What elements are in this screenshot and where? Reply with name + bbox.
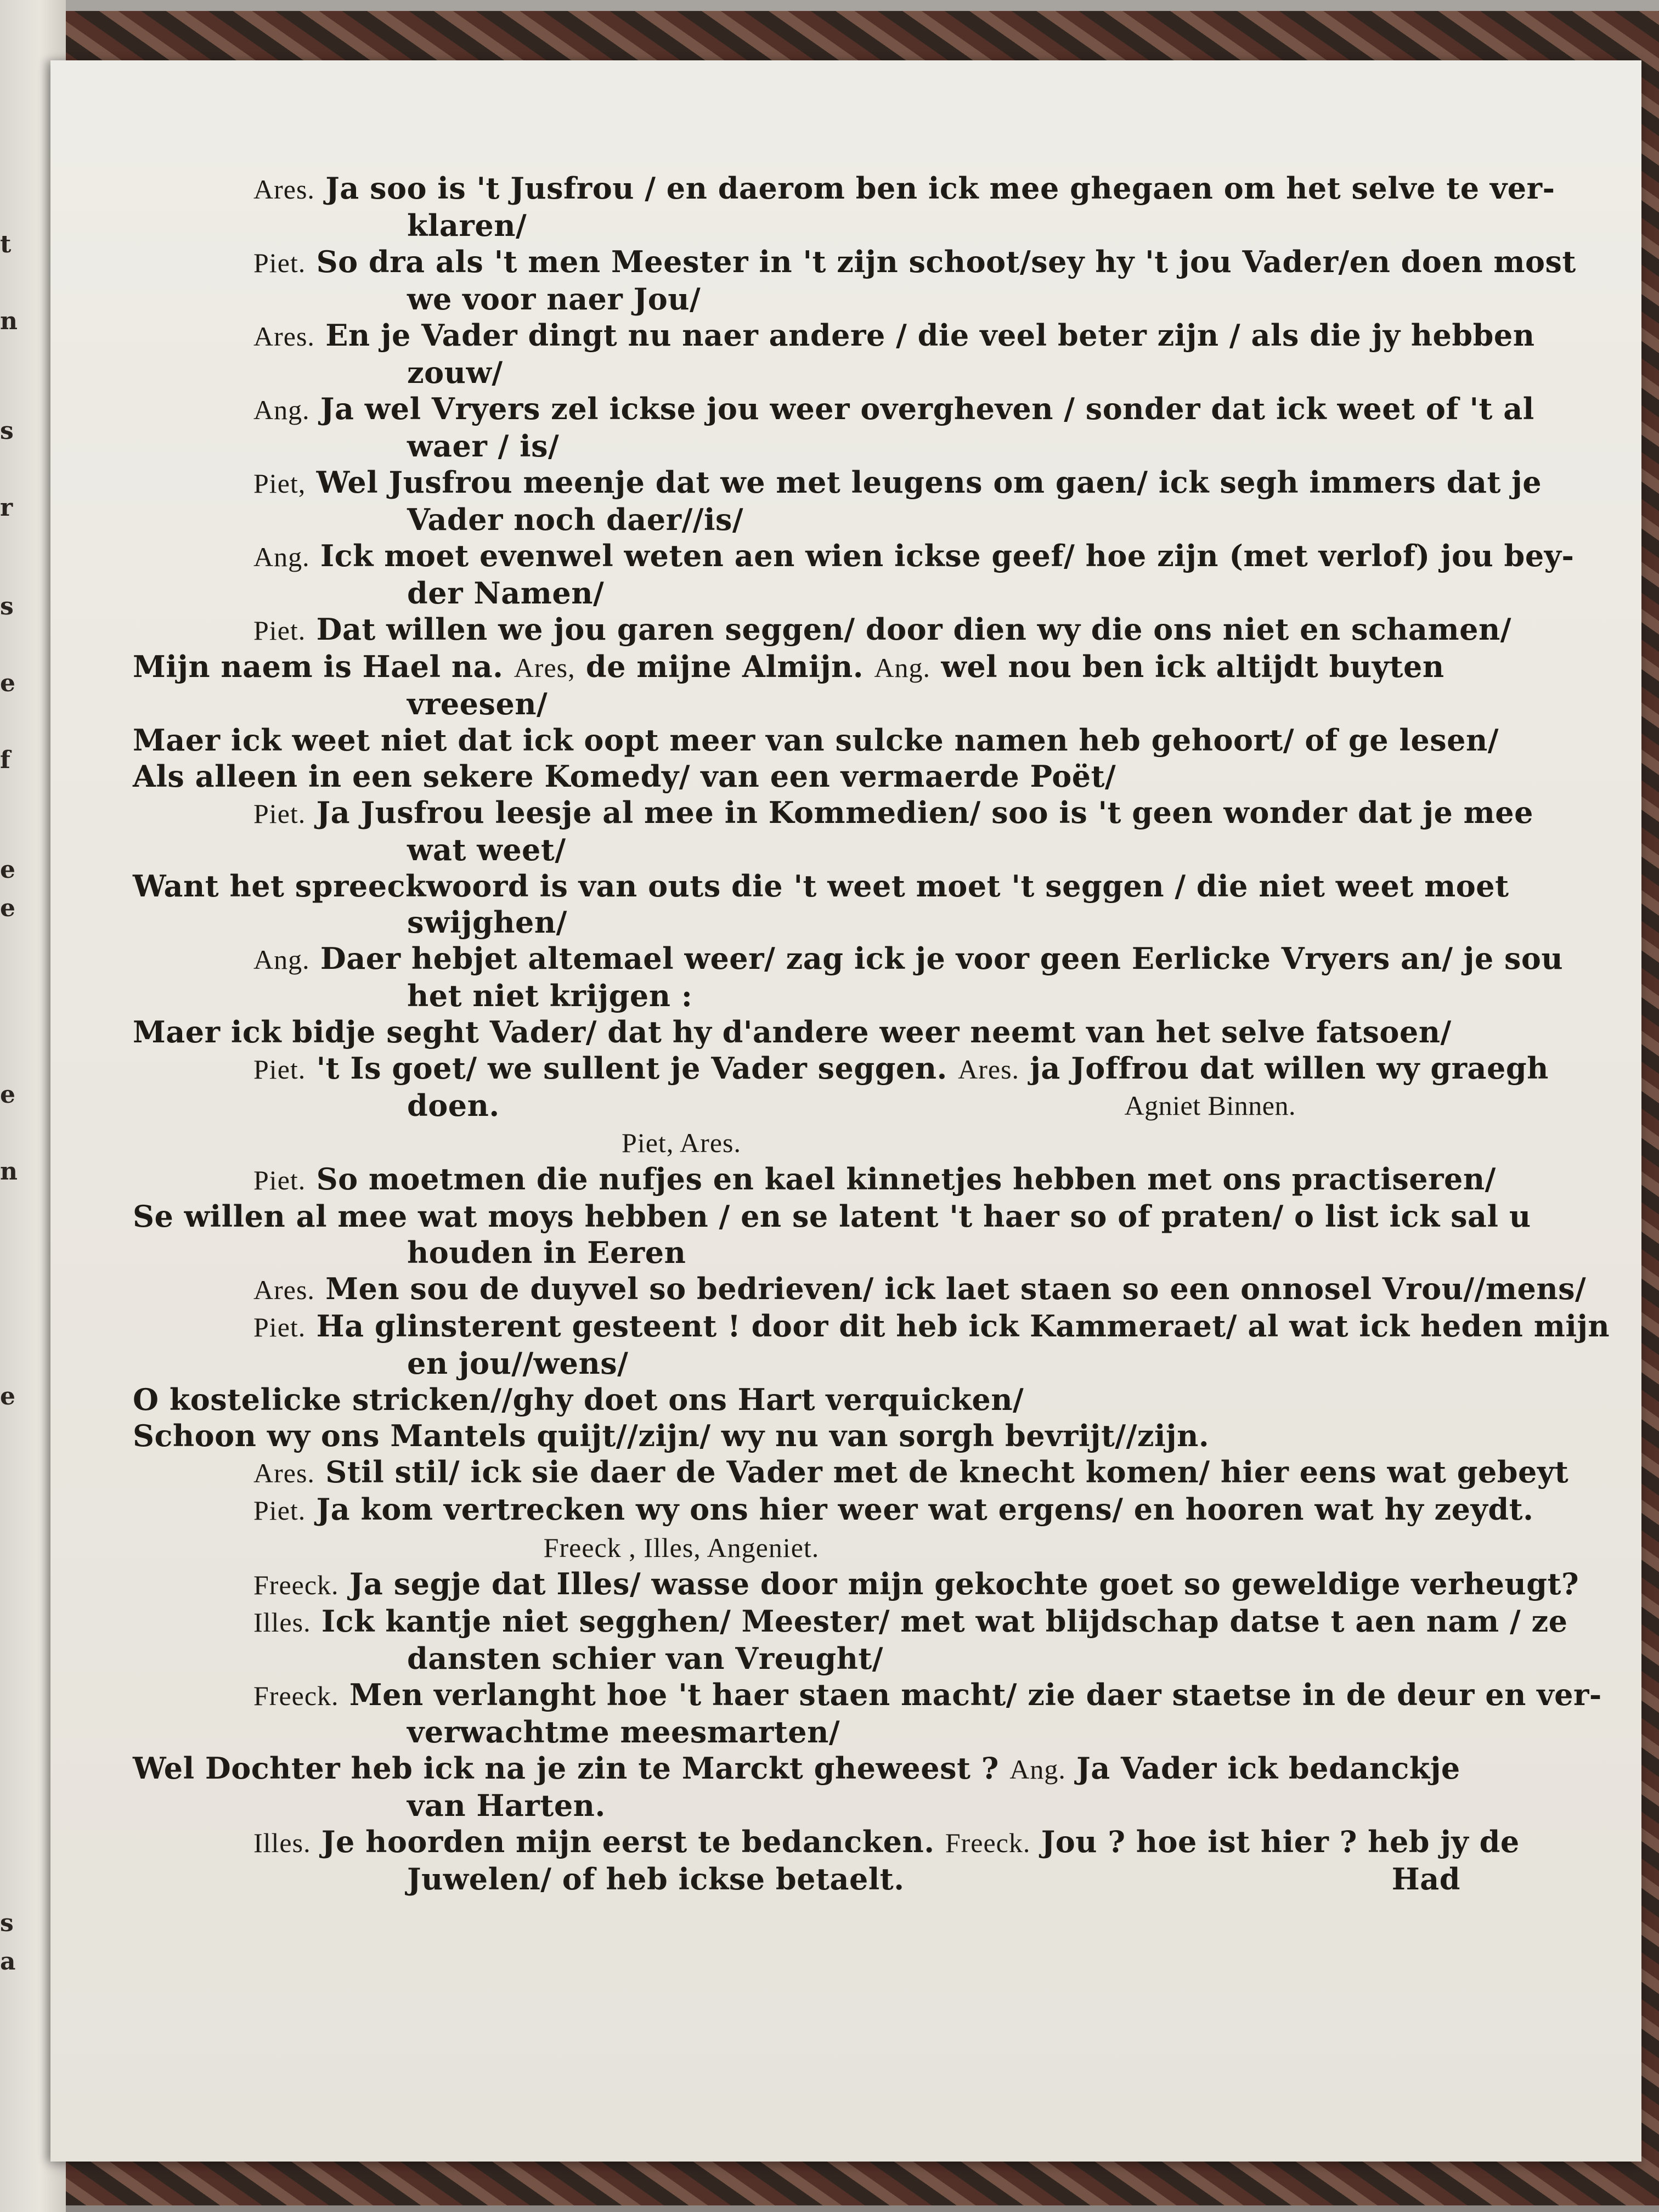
text-line <box>133 317 1535 354</box>
line-text: So moetmen die nufjes en kael kinnetjes hebben met ons practiseren/ <box>316 1161 1496 1197</box>
left-page-char: e <box>0 894 15 922</box>
line-text: Ha glinsterent gesteent ! door dit heb ick Kammeraet/ al wat ick heden mijn <box>316 1308 1610 1344</box>
line-text: Ja wel Vryers zel ickse jou weer overgheven / sonder dat ick weet of 't al <box>320 391 1534 426</box>
left-page-char: s <box>0 417 14 445</box>
line-text: Mijn naem is Hael na. <box>133 649 504 684</box>
text-line: van Harten. <box>407 1788 606 1823</box>
line-text: 't Is goet/ we sullent je Vader seggen. <box>316 1051 947 1086</box>
speaker-label: Freeck. <box>253 1680 339 1711</box>
left-page-char: e <box>0 669 15 697</box>
text-line: der Namen/ <box>407 575 605 611</box>
line-text: Wel Dochter heb ick na je zin te Marckt gheweest ? <box>133 1751 999 1786</box>
left-page-char: e <box>0 1383 15 1410</box>
line-text: Juwelen/ of heb ickse betaelt. <box>407 1861 905 1897</box>
speaker-label: Piet. <box>253 1312 306 1342</box>
text-line <box>133 648 1504 686</box>
line-text: Je hoorden mijn eerst te bedancken. <box>321 1824 935 1859</box>
text-line: Want het spreeckwoord is van outs die 't weet moet 't seggen / die niet weet moet <box>133 868 1509 904</box>
line-text: Dat willen we jou garen seggen/ door dien wy die ons niet en schamen/ <box>316 612 1511 647</box>
text-line: Se willen al mee wat moys hebben / en se latent 't haer so of praten/ o list ick sal u <box>133 1199 1531 1234</box>
text-line: en jou//wens/ <box>407 1346 629 1381</box>
speaker-label: Piet, <box>253 468 306 499</box>
text-line <box>133 538 1575 575</box>
speaker-label: Ares. <box>958 1054 1020 1085</box>
left-page-char: e <box>0 1081 15 1109</box>
left-page-char: s <box>0 1909 14 1937</box>
page-text <box>133 170 1610 1897</box>
line-text: Ick moet evenwel weten aen wien ickse geef/ hoe zijn (met verlof) jou bey- <box>320 538 1575 573</box>
stage-direction: Piet, Ares. <box>622 1127 741 1158</box>
text-line: klaren/ <box>407 208 527 243</box>
text-line <box>133 1308 1610 1345</box>
line-text: En je Vader dingt nu naer andere / die veel beter zijn / als die jy hebben <box>325 318 1535 353</box>
speaker-label: Ares, <box>514 652 575 683</box>
line-text: Ick kantje niet segghen/ Meester/ met wat blijdschap datse t aen nam / ze <box>321 1604 1568 1639</box>
text-line: Als alleen in een sekere Komedy/ van een vermaerde Poët/ <box>133 759 1116 794</box>
line-text: Men sou de duyvel so bedrieven/ ick laet staen so een onnosel Vrou//mens/ <box>325 1271 1587 1306</box>
text-line <box>133 1050 1549 1087</box>
speaker-label: Piet. <box>253 1054 306 1085</box>
line-text: wel nou ben ick altijdt buyten <box>941 649 1444 684</box>
catchword: Had <box>1391 1861 1460 1897</box>
left-page-char: s <box>0 592 14 620</box>
speaker-label: Ang. <box>253 394 310 425</box>
speaker-label: Ares. <box>253 1458 315 1488</box>
line-text: Jou ? hoe ist hier ? heb jy de <box>1041 1824 1520 1859</box>
line-text: Ja kom vertrecken wy ons hier weer wat ergens/ en hooren wat hy zeydt. <box>316 1492 1534 1527</box>
stage-direction: Freeck , Illes, Angeniet. <box>543 1532 820 1563</box>
line-text: de mijne Almijn. <box>585 649 864 684</box>
speaker-label: Ang. <box>1009 1754 1066 1785</box>
speaker-label: Illes. <box>253 1827 311 1858</box>
text-line <box>133 940 1564 978</box>
speaker-label: Ang. <box>253 944 310 975</box>
left-page-char: n <box>0 307 18 335</box>
text-line <box>133 1824 1520 1861</box>
speaker-label: Ang. <box>874 652 931 683</box>
left-page-char: r <box>0 494 13 522</box>
left-page-char: f <box>0 746 10 774</box>
speaker-label: Freeck. <box>945 1827 1031 1858</box>
text-line <box>133 464 1542 501</box>
text-line <box>133 170 1555 207</box>
left-page-char: t <box>0 230 12 258</box>
text-line <box>133 244 1576 281</box>
text-line: Maer ick weet niet dat ick oopt meer van sulcke namen heb gehoort/ of ge lesen/ <box>133 723 1499 758</box>
text-line <box>133 1566 1579 1603</box>
line-text: Ja Jusfrou leesje al mee in Kommedien/ soo is 't geen wonder dat je mee <box>316 795 1533 830</box>
line-text: ja Joffrou dat willen wy graegh <box>1030 1051 1549 1086</box>
speaker-label: Piet. <box>253 615 306 646</box>
speaker-label: Ang. <box>253 541 310 572</box>
left-page-char: a <box>0 1948 16 1976</box>
speaker-label: Piet. <box>253 798 306 829</box>
text-line <box>133 1603 1568 1640</box>
line-text: Daer hebjet altemael weer/ zag ick je voor geen Eerlicke Vryers an/ je sou <box>320 941 1564 976</box>
book-page <box>50 60 1641 2162</box>
left-page-char: e <box>0 856 15 884</box>
line-text: doen. <box>407 1088 500 1123</box>
line-text: Ja soo is 't Jusfrou / en daerom ben ick mee ghegaen om het selve te ver- <box>325 171 1555 206</box>
text-line <box>133 1750 1504 1787</box>
text-line: Maer ick bidje seght Vader/ dat hy d'andere weer neemt van het selve fatsoen/ <box>133 1014 1452 1049</box>
speaker-label: Piet. <box>253 1495 306 1526</box>
speaker-label: Ares. <box>253 1274 315 1305</box>
text-line: Schoon wy ons Mantels quijt//zijn/ wy nu van sorgh bevrijt//zijn. <box>133 1418 1210 1453</box>
text-line <box>133 1087 1504 1124</box>
line-text: Stil stil/ ick sie daer de Vader met de knecht komen/ hier eens wat gebeyt <box>325 1454 1569 1489</box>
line-text: Ja segje dat Illes/ wasse door mijn gekochte goet so geweldige verheugt? <box>349 1566 1579 1601</box>
stage-direction: Agniet Binnen. <box>1124 1090 1296 1121</box>
text-line: waer / is/ <box>407 428 560 464</box>
text-line: dansten schier van Vreught/ <box>407 1641 884 1676</box>
text-line <box>133 611 1511 648</box>
speaker-label: Ares. <box>253 321 315 352</box>
line-text: Wel Jusfrou meenje dat we met leugens om gaen/ ick segh immers dat je <box>316 465 1542 500</box>
text-line <box>133 1454 1569 1491</box>
text-line: zouw/ <box>407 355 503 390</box>
line-text: So dra als 't men Meester in 't zijn schoot/sey hy 't jou Vader/en doen most <box>316 244 1576 279</box>
text-line: we voor naer Jou/ <box>407 281 701 317</box>
text-line <box>133 1161 1504 1198</box>
speaker-label: Illes. <box>253 1607 311 1638</box>
stage-direction-line <box>133 1124 1504 1161</box>
text-line: houden in Eeren <box>407 1235 686 1270</box>
text-line <box>133 1271 1587 1308</box>
speaker-label: Freeck. <box>253 1570 339 1600</box>
left-page-char: n <box>0 1158 18 1186</box>
speaker-label: Ares. <box>253 174 315 205</box>
text-line <box>133 391 1534 428</box>
text-line <box>133 1491 1534 1528</box>
text-line <box>133 1861 1504 1897</box>
text-line: Vader noch daer//is/ <box>407 502 744 537</box>
text-line: O kostelicke stricken//ghy doet ons Hart verquicken/ <box>133 1382 1024 1417</box>
text-line: swijghen/ <box>407 905 567 940</box>
text-line: wat weet/ <box>407 832 566 867</box>
stage-direction-line <box>133 1528 1504 1566</box>
text-line: het niet krijgen : <box>407 978 693 1013</box>
line-text: Ja Vader ick bedanckje <box>1076 1751 1460 1786</box>
text-line <box>133 794 1533 832</box>
line-text: Men verlanght hoe 't haer staen macht/ zie daer staetse in de deur en ver- <box>349 1677 1602 1712</box>
speaker-label: Piet. <box>253 247 306 278</box>
text-line: vreesen/ <box>407 686 548 721</box>
text-line: verwachtme meesmarten/ <box>407 1714 840 1750</box>
text-line <box>133 1677 1602 1714</box>
speaker-label: Piet. <box>253 1165 306 1195</box>
